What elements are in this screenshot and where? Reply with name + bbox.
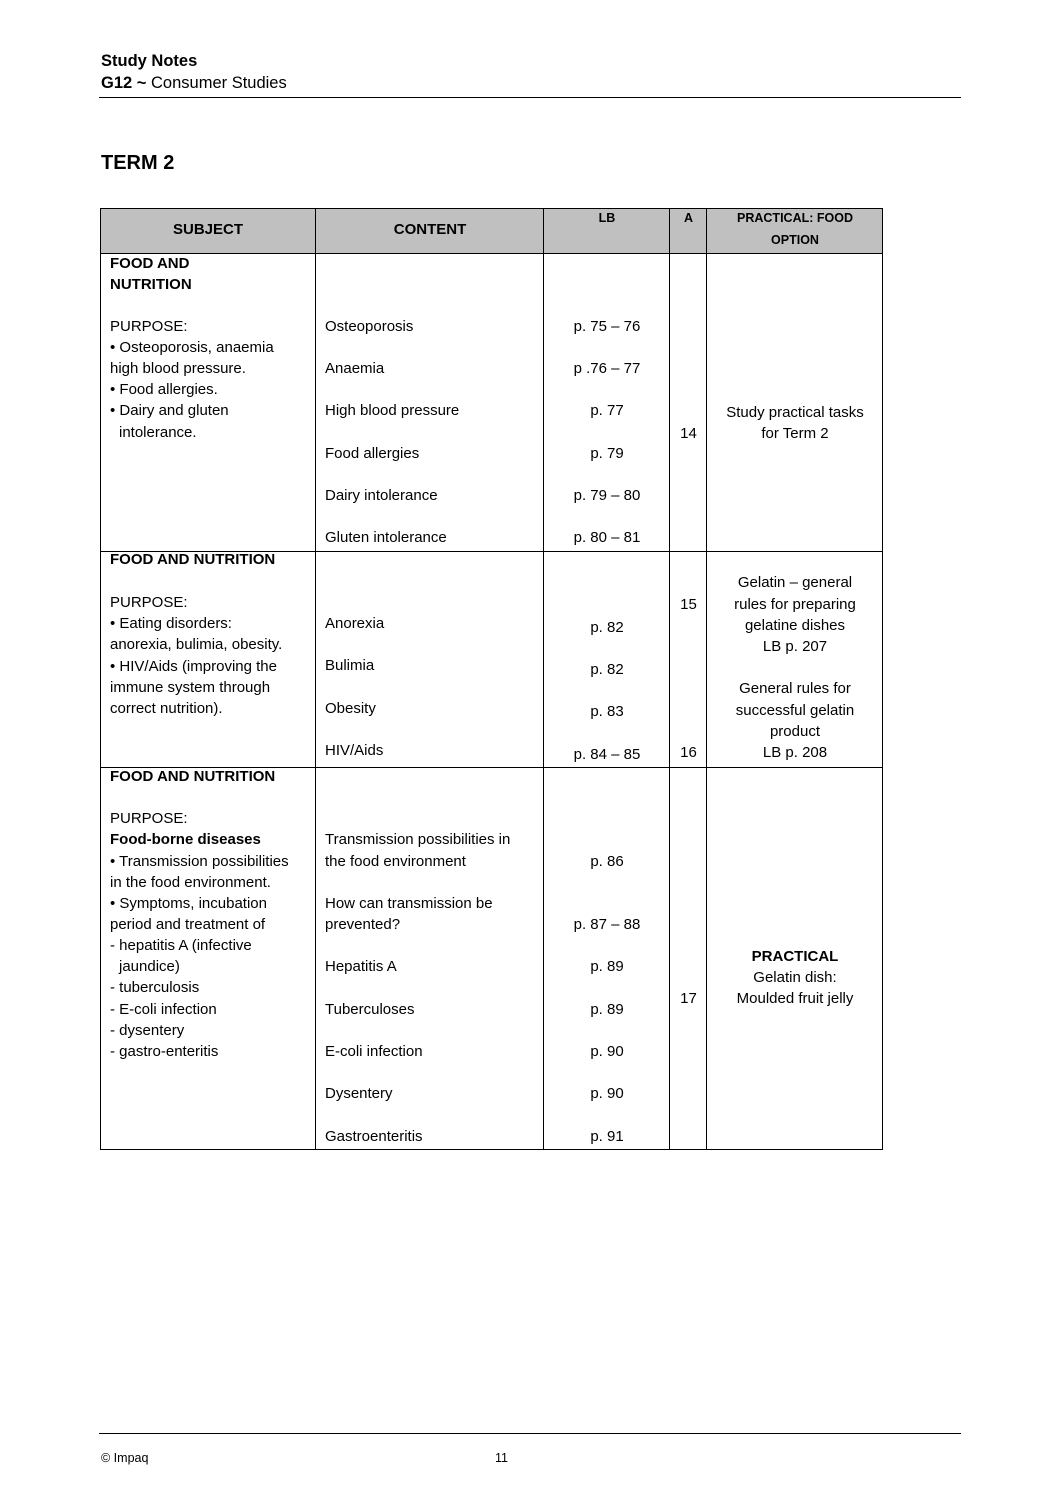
section3-lb-ref: p. 87 – 88 <box>573 916 641 933</box>
section3-subject-line: - hepatitis A (infective <box>110 937 252 954</box>
section3-lb-ref: p. 90 <box>590 1085 624 1102</box>
section3-lb-ref: p. 89 <box>590 1001 624 1018</box>
section1-subject-line: • Dairy and gluten <box>110 402 229 419</box>
section3-subject-line: - gastro-enteritis <box>110 1043 219 1060</box>
section1-subject-title-line2: NUTRITION <box>110 276 192 293</box>
section1-lb-ref: p. 77 <box>590 402 624 419</box>
section3-subject-line: - tuberculosis <box>110 979 200 996</box>
section1-lb-ref: p. 79 – 80 <box>573 487 641 504</box>
section3-subject-title: FOOD AND NUTRITION <box>110 768 276 785</box>
col-header-practical-line1: PRACTICAL: FOOD <box>737 211 853 225</box>
section3-practical-line: Gelatin dish: <box>753 969 837 986</box>
header-rule <box>99 97 961 98</box>
section1-content-item: Dairy intolerance <box>325 487 438 504</box>
section3-subject-line: in the food environment. <box>110 874 271 891</box>
section3-subject-line: - dysentery <box>110 1022 185 1039</box>
section1-subject-line: • Osteoporosis, anaemia <box>110 339 274 356</box>
section3-subject-line: - E-coli infection <box>110 1001 217 1018</box>
section1-lb-ref: p. 79 <box>590 445 624 462</box>
section1-subject-line: intolerance. <box>119 424 197 441</box>
section2-practical-line: LB p. 207 <box>762 638 828 655</box>
section3-practical-heading: PRACTICAL <box>751 948 839 965</box>
section2-practical-line: LB p. 208 <box>762 744 828 761</box>
section2-lb-ref: p. 82 <box>590 619 624 636</box>
section3-content-item: Gastroenteritis <box>325 1128 423 1145</box>
section2-content-item: Bulimia <box>325 657 375 674</box>
section3-content-item: prevented? <box>325 916 401 933</box>
section1-subject-title-line1: FOOD AND <box>110 255 190 272</box>
section2-purpose: PURPOSE: <box>110 594 188 611</box>
section2-content-item: Anorexia <box>325 615 385 632</box>
section1-subject-line: high blood pressure. <box>110 360 246 377</box>
document-subtitle <box>101 74 287 93</box>
section1-assessment: 14 <box>680 425 697 442</box>
document-title: Study Notes <box>101 52 198 70</box>
section2-lb-ref: p. 83 <box>590 703 624 720</box>
col-header-content: CONTENT <box>393 221 467 238</box>
section1-lb-ref: p .76 – 77 <box>573 360 641 377</box>
section3-lb-ref: p. 90 <box>590 1043 624 1060</box>
section1-lb-ref: p. 80 – 81 <box>573 529 641 546</box>
section1-content-item: High blood pressure <box>325 402 460 419</box>
section3-lb-ref: p. 89 <box>590 958 624 975</box>
section1-purpose: PURPOSE: <box>110 318 188 335</box>
section3-content-item: Transmission possibilities in <box>325 831 511 848</box>
section1-content-item: Food allergies <box>325 445 420 462</box>
section2-subject-title: FOOD AND NUTRITION <box>110 551 276 568</box>
section3-lb-ref: p. 91 <box>590 1128 624 1145</box>
section3-subject-line: • Symptoms, incubation <box>110 895 267 912</box>
section2-assessment: 16 <box>680 744 697 761</box>
section2-subject-line: correct nutrition). <box>110 700 223 717</box>
section3-content-item: Dysentery <box>325 1085 393 1102</box>
section2-practical-line: product <box>769 723 821 740</box>
section3-content-item: E-coli infection <box>325 1043 423 1060</box>
section3-content-item: Tuberculoses <box>325 1001 415 1018</box>
section3-content-item: Hepatitis A <box>325 958 397 975</box>
section2-lb-ref: p. 84 – 85 <box>573 746 641 763</box>
section1-subject-line: • Food allergies. <box>110 381 218 398</box>
section1-content-item: Osteoporosis <box>325 318 414 335</box>
section2-practical-line: successful gelatin <box>735 702 855 719</box>
col-header-subject: SUBJECT <box>172 221 243 238</box>
section3-content-item: the food environment <box>325 853 466 870</box>
footer-rule <box>99 1433 961 1434</box>
section2-content-item: Obesity <box>325 700 376 717</box>
section2-practical-line: gelatine dishes <box>744 617 846 634</box>
footer-copyright: © Impaq <box>101 1451 149 1465</box>
section1-content-item: Anaemia <box>325 360 385 377</box>
section1-practical-line: Study practical tasks <box>726 404 864 421</box>
col-header-practical-line2: OPTION <box>771 233 819 247</box>
section2-practical-line: Gelatin – general <box>737 574 853 591</box>
section3-assessment: 17 <box>680 990 697 1007</box>
section1-content-item: Gluten intolerance <box>325 529 447 546</box>
section3-subject-bold: Food-borne diseases <box>110 831 261 848</box>
col-header-lb: LB <box>598 211 616 225</box>
grade-label: G12 ~ <box>101 74 147 92</box>
section1-lb-ref: p. 75 – 76 <box>573 318 641 335</box>
section3-purpose: PURPOSE: <box>110 810 188 827</box>
col-header-a: A <box>683 211 694 225</box>
section2-practical-line: General rules for <box>739 680 851 697</box>
section3-content-item: How can transmission be <box>325 895 493 912</box>
term-heading: TERM 2 <box>101 152 175 174</box>
section2-subject-line: anorexia, bulimia, obesity. <box>110 636 283 653</box>
section2-subject-line: • Eating disorders: <box>110 615 232 632</box>
section1-practical-line: for Term 2 <box>761 425 829 442</box>
section2-assessment: 15 <box>680 596 697 613</box>
section3-subject-line: jaundice) <box>119 958 180 975</box>
subject-label: Consumer Studies <box>146 74 287 92</box>
section3-lb-ref: p. 86 <box>590 853 624 870</box>
section2-content-item: HIV/Aids <box>325 742 384 759</box>
section2-subject-line: immune system through <box>110 679 271 696</box>
section2-lb-ref: p. 82 <box>590 661 624 678</box>
section3-practical-line: Moulded fruit jelly <box>736 990 854 1007</box>
term-table <box>100 208 883 1150</box>
footer-page-number: 11 <box>495 1451 508 1465</box>
section3-subject-line: • Transmission possibilities <box>110 853 289 870</box>
section3-subject-line: period and treatment of <box>110 916 266 933</box>
section2-practical-line: rules for preparing <box>734 596 856 613</box>
section2-subject-line: • HIV/Aids (improving the <box>110 658 277 675</box>
